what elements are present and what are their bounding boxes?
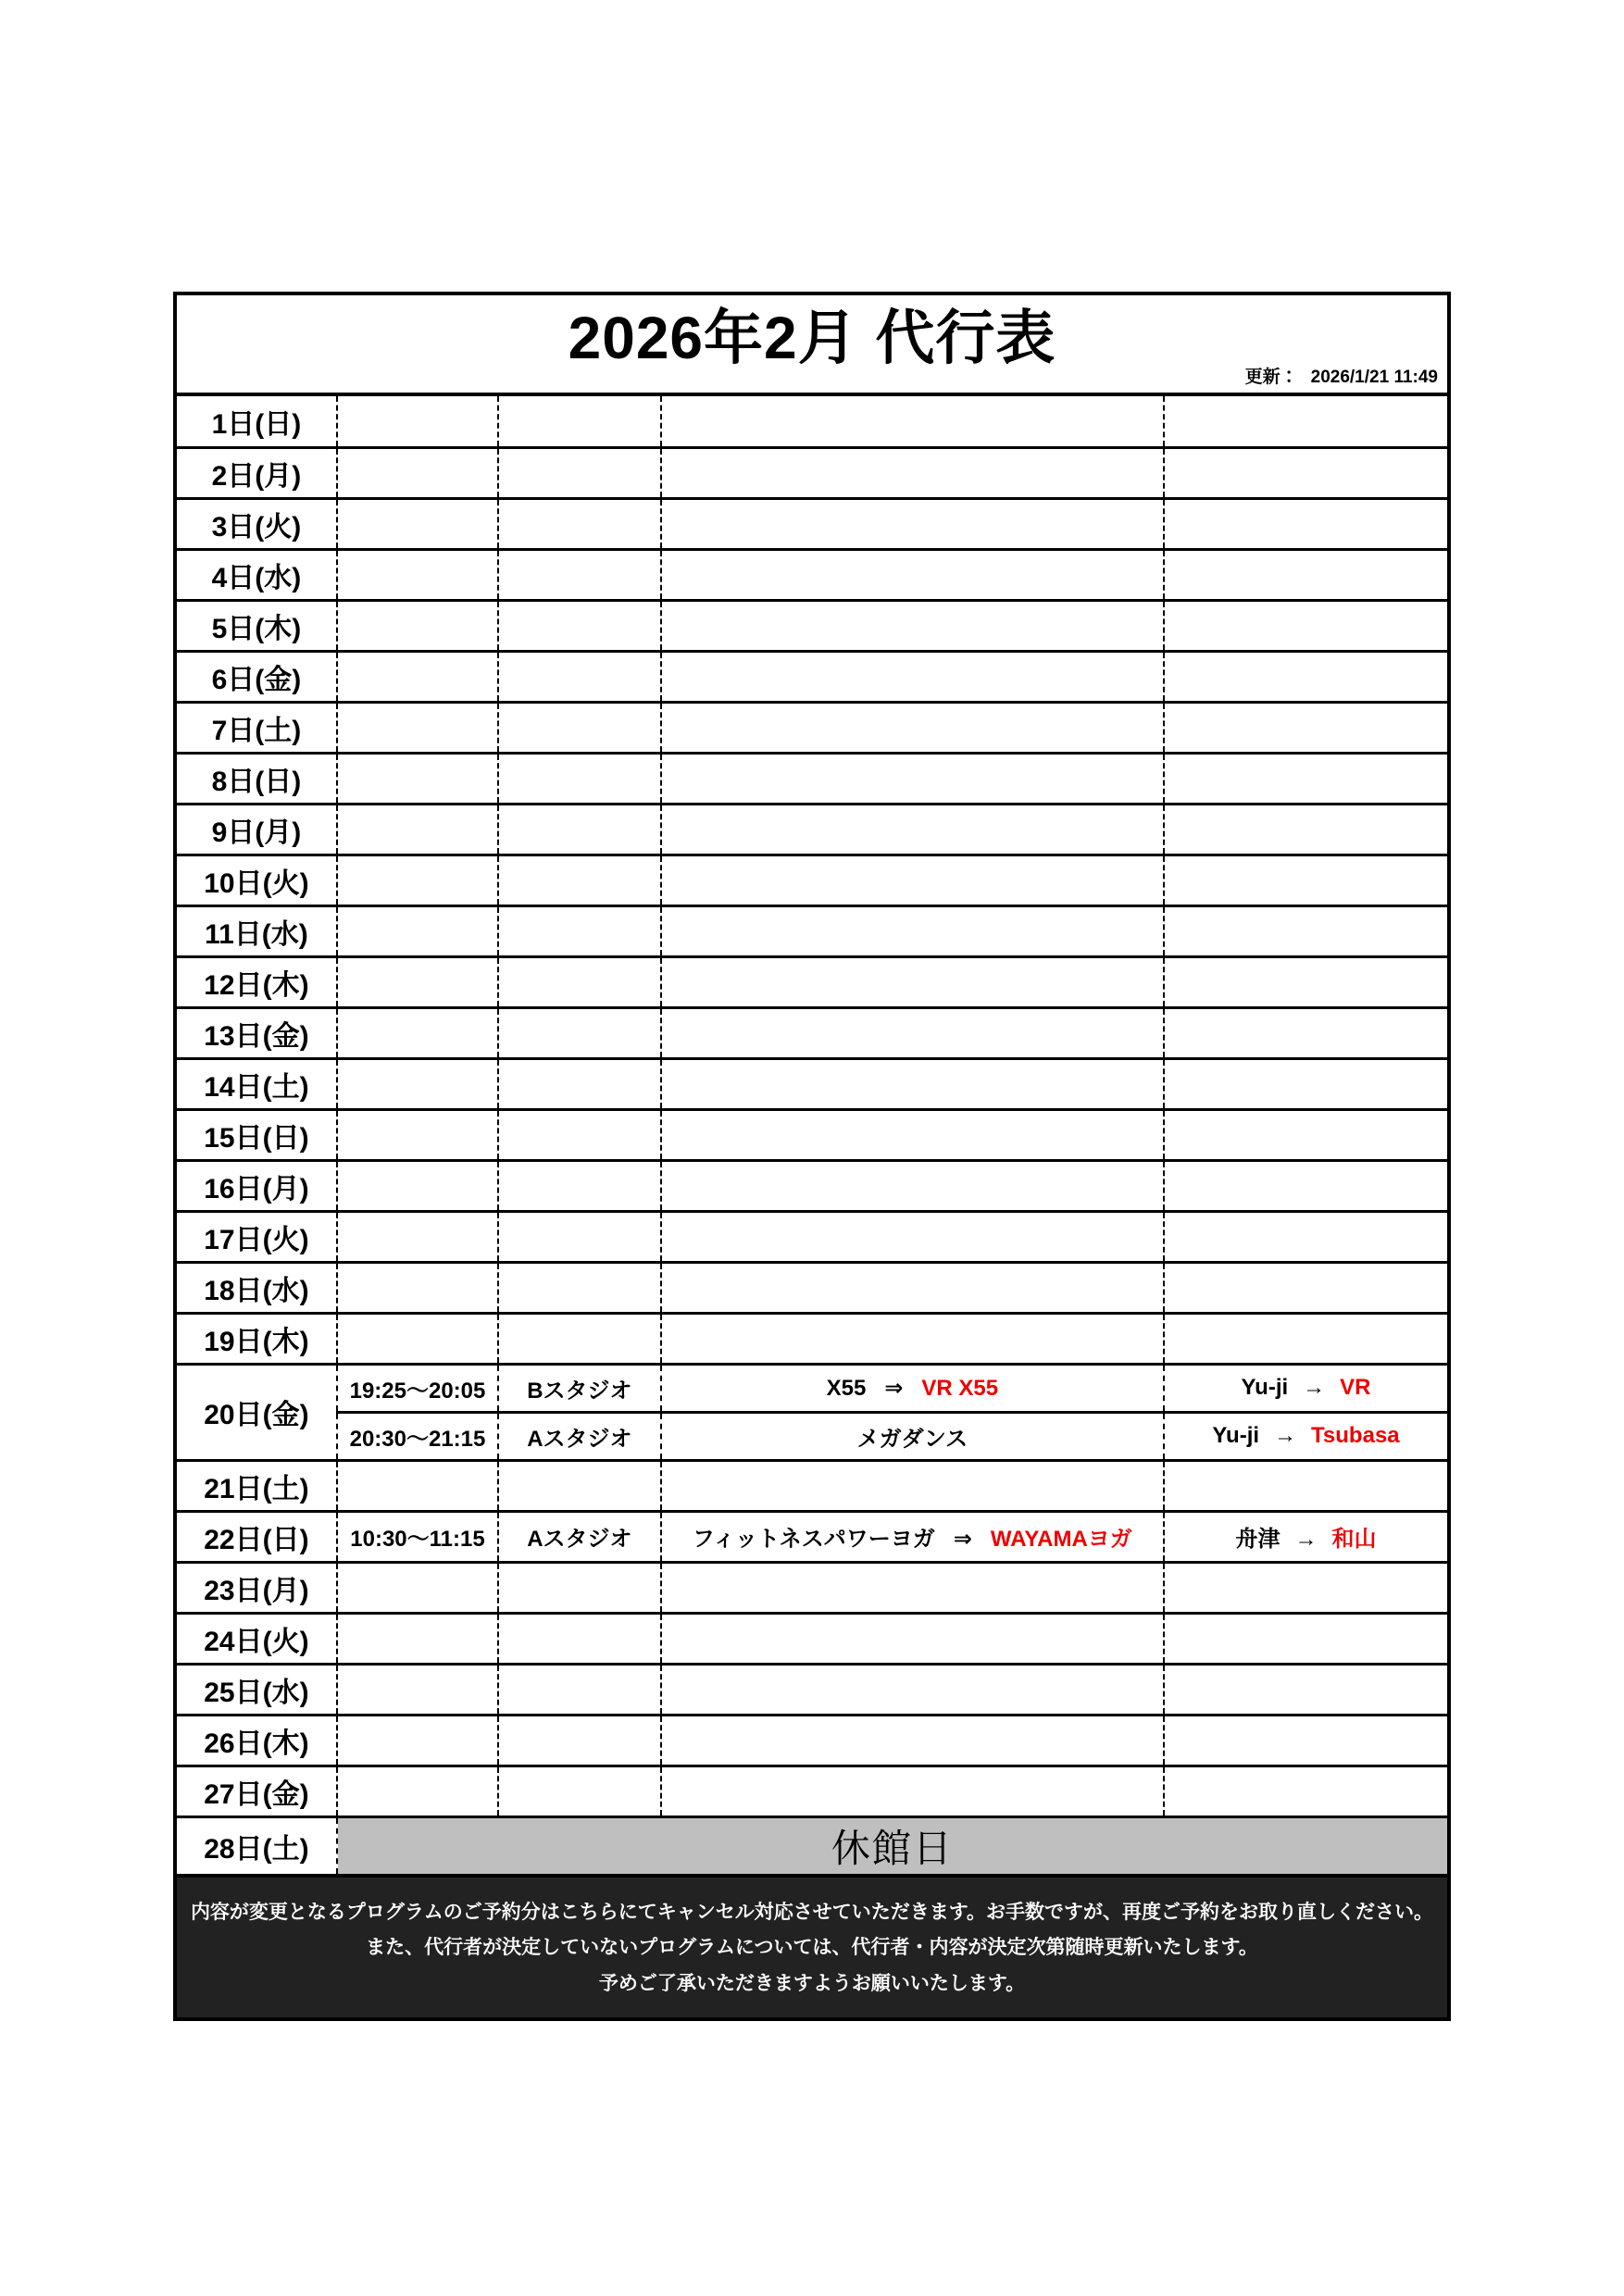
studio-cell	[498, 855, 661, 905]
program-after: VR X55	[921, 1375, 999, 1401]
time-cell	[337, 600, 498, 651]
table-row-closed	[177, 1816, 1447, 1874]
instructor-cell	[1164, 905, 1447, 956]
studio-cell	[498, 1664, 661, 1715]
day-cell: 21日(土)	[177, 1460, 337, 1511]
studio-cell: Bスタジオ	[498, 1364, 661, 1412]
day-cell: 7日(土)	[177, 702, 337, 753]
studio-cell	[498, 956, 661, 1007]
program-cell	[661, 1160, 1164, 1211]
table-row	[177, 1109, 1447, 1160]
time-cell	[337, 651, 498, 702]
program-cell	[661, 1460, 1164, 1511]
studio-cell	[498, 1109, 661, 1160]
time-cell	[337, 1007, 498, 1058]
instructor-cell	[1164, 1511, 1447, 1562]
program-cell	[661, 1664, 1164, 1715]
studio-cell	[498, 1766, 661, 1816]
instructor-cell	[1164, 1211, 1447, 1262]
program-before: メガダンス	[856, 1426, 968, 1452]
instructor-cell	[1164, 1007, 1447, 1058]
day-cell: 16日(月)	[177, 1160, 337, 1211]
table-row-substitution	[177, 1364, 1447, 1412]
program-cell	[661, 1412, 1164, 1460]
time-cell	[337, 1313, 498, 1364]
day-cell: 3日(火)	[177, 498, 337, 549]
day-cell: 20日(金)	[177, 1364, 337, 1460]
program-cell	[661, 1313, 1164, 1364]
instructor-before: Yu-ji	[1212, 1423, 1260, 1448]
time-cell: 19:25～20:05	[337, 1364, 498, 1412]
day-cell: 12日(木)	[177, 956, 337, 1007]
table-row	[177, 753, 1447, 804]
table-row	[177, 1766, 1447, 1816]
title-block	[177, 295, 1447, 396]
studio-cell: Aスタジオ	[498, 1412, 661, 1460]
studio-cell	[498, 396, 661, 447]
program-cell	[661, 804, 1164, 855]
substitution-sheet	[173, 292, 1451, 2021]
time-cell	[337, 1160, 498, 1211]
instructor-cell	[1164, 498, 1447, 549]
day-cell: 19日(木)	[177, 1313, 337, 1364]
instructor-cell	[1164, 855, 1447, 905]
time-cell	[337, 1262, 498, 1313]
table-row	[177, 855, 1447, 905]
time-cell	[337, 498, 498, 549]
notice-line: また、代行者が決定していないプログラムについては、代行者・内容が決定次第随時更新いたします。	[366, 1937, 1258, 1959]
instructor-cell	[1164, 600, 1447, 651]
updated-value: 2026/1/21 11:49	[1310, 368, 1438, 387]
time-cell	[337, 702, 498, 753]
table-row	[177, 1664, 1447, 1715]
instructor-cell	[1164, 1058, 1447, 1109]
time-cell	[337, 753, 498, 804]
program-cell	[661, 1058, 1164, 1109]
table-row	[177, 600, 1447, 651]
day-cell: 4日(水)	[177, 549, 337, 600]
program-cell	[661, 753, 1164, 804]
program-cell	[661, 1766, 1164, 1816]
time-cell	[337, 905, 498, 956]
program-cell	[661, 549, 1164, 600]
studio-cell	[498, 905, 661, 956]
time-cell	[337, 956, 498, 1007]
studio-cell	[498, 1715, 661, 1766]
program-cell	[661, 1562, 1164, 1613]
instructor-cell	[1164, 447, 1447, 498]
instructor-after: Tsubasa	[1311, 1423, 1400, 1448]
studio-cell	[498, 1058, 661, 1109]
instructor-cell	[1164, 804, 1447, 855]
program-cell	[661, 1109, 1164, 1160]
change-arrow-icon: →	[1303, 1375, 1326, 1400]
time-cell	[337, 1766, 498, 1816]
table-row	[177, 702, 1447, 753]
day-cell: 23日(月)	[177, 1562, 337, 1613]
program-cell	[661, 905, 1164, 956]
instructor-cell	[1164, 1613, 1447, 1664]
studio-cell	[498, 753, 661, 804]
table-row	[177, 1613, 1447, 1664]
studio-cell	[498, 702, 661, 753]
studio-cell	[498, 1211, 661, 1262]
studio-cell	[498, 1613, 661, 1664]
table-row	[177, 549, 1447, 600]
page-title: 2026年2月 代行表	[568, 305, 1056, 371]
instructor-cell	[1164, 1313, 1447, 1364]
table-row	[177, 1211, 1447, 1262]
day-cell: 1日(日)	[211, 408, 302, 440]
table-row	[177, 1007, 1447, 1058]
table-row	[177, 1562, 1447, 1613]
table-row	[177, 804, 1447, 855]
day-cell: 26日(木)	[177, 1715, 337, 1766]
change-arrow-icon: ⇒	[884, 1375, 904, 1401]
time-cell: 10:30～11:15	[337, 1511, 498, 1562]
day-cell: 25日(水)	[177, 1664, 337, 1715]
program-cell	[661, 1715, 1164, 1766]
program-cell	[661, 1262, 1164, 1313]
table-row	[177, 1715, 1447, 1766]
time-cell	[337, 1562, 498, 1613]
program-cell	[661, 956, 1164, 1007]
program-cell	[661, 1364, 1164, 1412]
instructor-before: Yu-ji	[1241, 1375, 1289, 1400]
day-cell: 22日(日)	[177, 1511, 337, 1562]
instructor-cell	[1164, 1160, 1447, 1211]
program-cell	[661, 651, 1164, 702]
studio-cell	[498, 651, 661, 702]
program-after: WAYAMAヨガ	[990, 1527, 1132, 1552]
notice-line: 内容が変更となるプログラムのご予約分はこちらにてキャンセル対応させていただきます。お手数ですが、再度ご予約をお取り直しください。	[190, 1901, 1434, 1923]
instructor-cell	[1164, 549, 1447, 600]
time-cell	[337, 1058, 498, 1109]
time-cell	[337, 855, 498, 905]
table-row-substitution	[177, 1412, 1447, 1460]
program-cell	[661, 1511, 1164, 1562]
table-row	[177, 1262, 1447, 1313]
time-cell	[337, 1211, 498, 1262]
instructor-cell	[1164, 1766, 1447, 1816]
change-arrow-icon: →	[1294, 1527, 1318, 1552]
program-before: X55	[826, 1375, 867, 1401]
instructor-cell	[1164, 1412, 1447, 1460]
instructor-after: 和山	[1331, 1527, 1377, 1552]
day-cell: 27日(金)	[177, 1766, 337, 1816]
instructor-cell	[1164, 753, 1447, 804]
time-cell	[337, 396, 498, 447]
instructor-cell	[1164, 1715, 1447, 1766]
instructor-cell	[1164, 651, 1447, 702]
table-row	[177, 498, 1447, 549]
day-cell: 17日(火)	[177, 1211, 337, 1262]
program-cell	[661, 1007, 1164, 1058]
studio-cell	[498, 1160, 661, 1211]
program-cell	[661, 498, 1164, 549]
table-row	[177, 1058, 1447, 1109]
change-arrow-icon: →	[1274, 1423, 1297, 1448]
day-cell: 11日(水)	[177, 905, 337, 956]
instructor-after: VR	[1340, 1375, 1371, 1400]
instructor-cell	[1164, 702, 1447, 753]
day-cell: 18日(水)	[177, 1262, 337, 1313]
time-cell	[337, 804, 498, 855]
instructor-before: 舟津	[1235, 1527, 1280, 1552]
instructor-cell	[1164, 1109, 1447, 1160]
table-row	[177, 651, 1447, 702]
change-arrow-icon: ⇒	[953, 1527, 972, 1552]
program-cell	[661, 702, 1164, 753]
program-before: フィットネスパワーヨガ	[692, 1527, 935, 1552]
day-cell: 24日(火)	[177, 1613, 337, 1664]
time-cell	[337, 447, 498, 498]
table-row	[177, 905, 1447, 956]
time-cell: 20:30～21:15	[337, 1412, 498, 1460]
program-cell	[661, 600, 1164, 651]
instructor-cell	[1164, 1460, 1447, 1511]
instructor-cell	[1164, 1562, 1447, 1613]
program-cell	[661, 1613, 1164, 1664]
studio-cell	[498, 549, 661, 600]
day-cell: 10日(火)	[177, 855, 337, 905]
program-cell	[661, 396, 1164, 447]
program-cell	[661, 855, 1164, 905]
table-row-substitution	[177, 1511, 1447, 1562]
table-row	[177, 447, 1447, 498]
table-row	[177, 396, 1447, 447]
day-cell: 28日(土)	[177, 1816, 337, 1874]
day-cell: 6日(金)	[177, 651, 337, 702]
studio-cell	[498, 804, 661, 855]
day-cell: 14日(土)	[177, 1058, 337, 1109]
program-cell	[661, 1211, 1164, 1262]
table-row	[177, 1160, 1447, 1211]
time-cell	[337, 1460, 498, 1511]
time-cell	[337, 1664, 498, 1715]
day-cell: 15日(日)	[177, 1109, 337, 1160]
time-cell	[337, 1109, 498, 1160]
day-cell: 5日(木)	[177, 600, 337, 651]
day-cell: 8日(日)	[177, 753, 337, 804]
studio-cell	[498, 600, 661, 651]
table-row	[177, 956, 1447, 1007]
day-cell: 9日(月)	[177, 804, 337, 855]
notice-banner	[177, 1874, 1447, 2018]
instructor-cell	[1164, 1664, 1447, 1715]
studio-cell	[498, 447, 661, 498]
studio-cell	[498, 1007, 661, 1058]
instructor-cell	[1164, 956, 1447, 1007]
instructor-cell	[1164, 1364, 1447, 1412]
time-cell	[337, 1715, 498, 1766]
studio-cell: Aスタジオ	[498, 1511, 661, 1562]
studio-cell	[498, 1262, 661, 1313]
table-row	[177, 1313, 1447, 1364]
day-cell: 2日(月)	[177, 447, 337, 498]
closed-cell: 休館日	[337, 1816, 1447, 1874]
schedule-table	[177, 396, 1447, 1874]
updated-timestamp	[1245, 363, 1438, 388]
updated-label: 更新：	[1244, 368, 1298, 387]
studio-cell	[498, 1313, 661, 1364]
studio-cell	[498, 1562, 661, 1613]
program-cell	[661, 447, 1164, 498]
time-cell	[337, 549, 498, 600]
instructor-cell	[1164, 396, 1447, 447]
day-cell: 13日(金)	[177, 1007, 337, 1058]
instructor-cell	[1164, 1262, 1447, 1313]
table-row	[177, 1460, 1447, 1511]
time-cell	[337, 1613, 498, 1664]
notice-line: 予めご了承いただきますようお願いいたします。	[598, 1972, 1026, 1994]
studio-cell	[498, 1460, 661, 1511]
studio-cell	[498, 498, 661, 549]
